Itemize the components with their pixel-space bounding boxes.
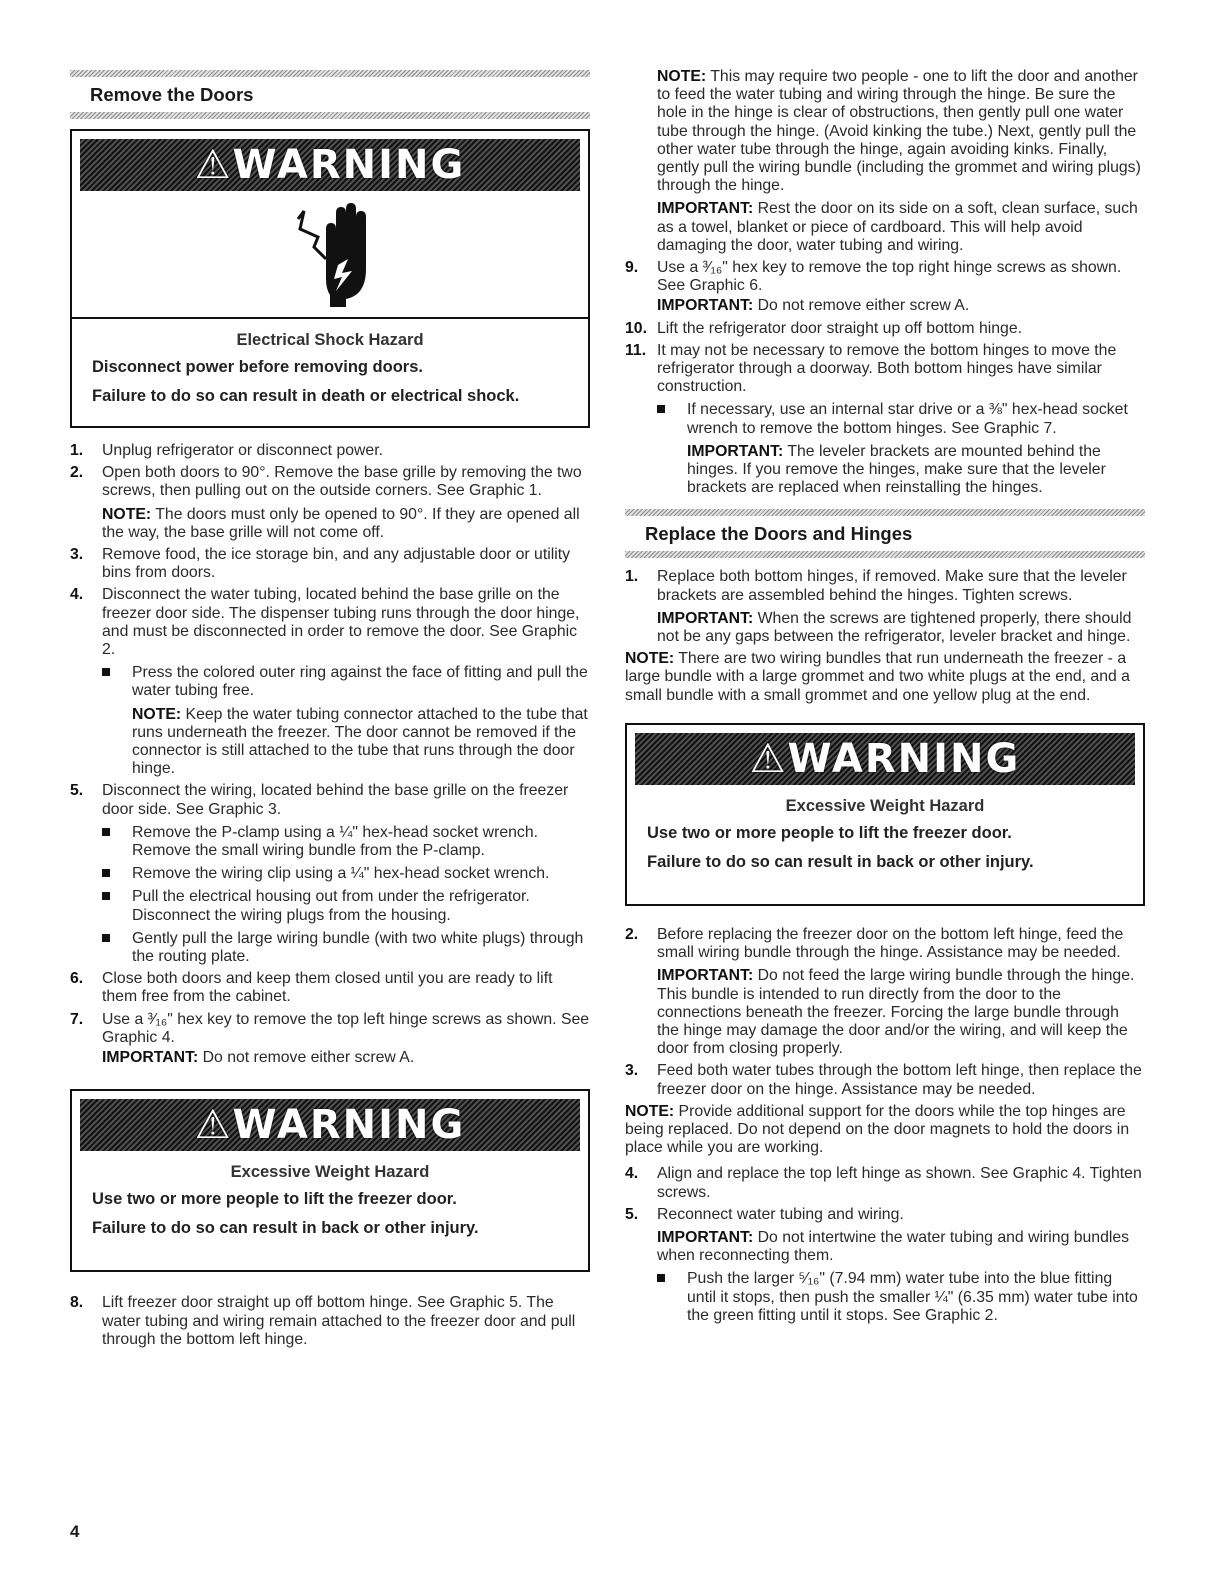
step-text: Lift the refrigerator door straight up off bottom hinge. [657, 319, 1023, 337]
step-text: Reconnect water tubing and wiring. [657, 1205, 904, 1223]
step-text: Disconnect the water tubing, located behind the base grille on the freezer door side. The dispenser tubing runs through the door hinge, and must be disconnected in order to remove the door. See Graphic 2. [102, 586, 580, 659]
step-number: 2. [625, 925, 639, 943]
wiring-note: NOTE: There are two wiring bundles that run underneath the freezer - a large bundle with a large grommet and two white plugs at the end, and a small bundle with a small grommet and one yellow plug at the end. [625, 650, 1130, 704]
step-number: 5. [70, 782, 84, 800]
step-number: 10. [625, 319, 647, 337]
bullet-marker [102, 869, 110, 877]
hazard-name: Excessive Weight Hazard [785, 796, 985, 815]
warning-banner [80, 139, 580, 191]
left-column [70, 70, 590, 1353]
header-rule-bottom [70, 112, 590, 119]
step-text: Lift freezer door straight up off bottom hinge. See Graphic 5. The water tubing and wiring remain attached to the freezer door and pull through the bottom left hinge. [102, 1294, 576, 1348]
step-number: 4. [625, 1165, 639, 1183]
bullet-marker [102, 892, 110, 900]
bullet-note: NOTE: Keep the water tubing connector attached to the tube that runs underneath the freezer. The door cannot be removed if the connector is still attached to the tube that runs through the door hinge. [132, 705, 588, 778]
warning-box-weight [70, 1089, 590, 1272]
step-6 [70, 970, 590, 1006]
bullet-marker [102, 934, 110, 942]
section-title: Replace the Doors and Hinges [645, 523, 913, 545]
hazard-name: Excessive Weight Hazard [230, 1163, 430, 1182]
section-header-replace [625, 509, 1145, 558]
bullet-note: IMPORTANT: The leveler brackets are mounted behind the hinges. If you remove the hinges, make sure that the leveler brackets are replaced when reinstalling the hinges. [687, 442, 1106, 497]
replace-step-1 [625, 568, 1145, 646]
step-8 [70, 1294, 590, 1349]
step-1 [70, 442, 590, 460]
step-text: Close both doors and keep them closed until you are ready to lift them free from the cabinet. [102, 970, 553, 1006]
section-header-remove-doors [70, 70, 590, 119]
replace-step-5 [625, 1206, 1145, 1325]
warning-triangle-icon: ⚠ [749, 735, 788, 782]
bullet-item: If necessary, use an internal star drive or a ⅜" hex-head socket wrench to remove the bottom hinges. See Graphic 7. [657, 401, 1145, 437]
warning-triangle-icon: ⚠ [194, 1102, 233, 1149]
hazard-name: Electrical Shock Hazard [236, 331, 424, 349]
step-text: Disconnect the wiring, located behind the base grille on the freezer door side. See Graphic 3. [102, 782, 569, 818]
bullet-marker [657, 405, 665, 413]
warning-banner [80, 1099, 580, 1151]
warning-body [72, 1151, 588, 1270]
shock-hazard-icon-area [72, 191, 588, 317]
step-note: NOTE: This may require two people - one to lift the door and another to feed the water tubing and wiring through the hinge. Be sure the hole in the hinge is clear of obstructions, then gently pull one water tube through the hinge. (Avoid kinking the tube.) Next, gently pull the other water tube through the hinge, again avoiding kinks. Finally, gently pull the wiring bundle (including the grommet and wiring plugs) through the hinge. [657, 68, 1141, 195]
remove-steps-list-right [625, 259, 1145, 497]
step-9 [625, 259, 1145, 316]
bullet-marker [657, 1274, 665, 1282]
step-7 [70, 1011, 590, 1068]
warning-body [72, 319, 588, 426]
bullet-item: Pull the electrical housing out from under the refrigerator. Disconnect the wiring plugs from the housing. [102, 888, 590, 924]
step-text: Use a ³⁄₁₆" hex key to remove the top left hinge screws as shown. See Graphic 4. [102, 1010, 590, 1046]
remove-steps-list-cont [70, 1294, 590, 1349]
step-2 [70, 464, 590, 542]
step-number: 7. [70, 1010, 84, 1028]
step-number: 3. [625, 1062, 639, 1080]
right-column [625, 68, 1145, 1329]
electrical-shock-hand-icon [290, 199, 370, 309]
warning-instruction: Use two or more people to lift the freezer door. [647, 823, 1012, 842]
step-note: IMPORTANT: Do not feed the large wiring bundle through the hinge. This bundle is intended to run directly from the door to the connections beneath the freezer. Forcing the large bundle through the hinge may damage the door and/or the wiring, and will keep the door from closing properly. [657, 967, 1135, 1058]
bullet-item: Push the larger ⁵⁄₁₆" (7.94 mm) water tube into the blue fitting until it stops, then push the smaller ¼" (6.35 mm) water tube into the green fitting until it stops. See Graphic 2. [657, 1270, 1145, 1325]
step-note: NOTE: The doors must only be opened to 90°. If they are opened all the way, the base grille will not come off. [102, 505, 580, 541]
bullet-marker [102, 828, 110, 836]
step-number: 5. [625, 1205, 639, 1223]
step-note: IMPORTANT: Do not remove either screw A. [102, 1049, 415, 1067]
step-number: 1. [625, 568, 639, 586]
step-number: 2. [70, 464, 84, 482]
replace-steps-list-cont [625, 926, 1145, 1099]
step-11 [625, 342, 1145, 498]
step-text: Unplug refrigerator or disconnect power. [102, 442, 383, 459]
replace-steps-list-end [625, 1165, 1145, 1325]
warning-consequence: Failure to do so can result in back or other injury. [92, 1219, 479, 1238]
step-number: 11. [625, 341, 647, 359]
replace-step-2 [625, 926, 1145, 1058]
replace-step-4 [625, 1165, 1145, 1201]
warning-instruction: Disconnect power before removing doors. [92, 358, 423, 376]
bullet-item: Remove the wiring clip using a ¼" hex-head socket wrench. [102, 865, 590, 883]
bullet-marker [102, 668, 110, 676]
step-text: Before replacing the freezer door on the bottom left hinge, feed the small wiring bundle through the hinge. Assistance may be needed. [657, 925, 1124, 962]
step-3 [70, 546, 590, 582]
step-text: It may not be necessary to remove the bottom hinges to move the refrigerator through a doorway. Both bottom hinges have similar construction. [657, 341, 1117, 396]
warning-box-weight-2 [625, 723, 1145, 906]
header-rule-top [625, 509, 1145, 516]
support-note: NOTE: Provide additional support for the doors while the top hinges are being replaced. Do not depend on the door magnets to hold the doors in place while you are working. [625, 1102, 1130, 1157]
header-rule-bottom [625, 551, 1145, 558]
bullet-item: Press the colored outer ring against the face of fitting and pull the water tubing free. [102, 664, 590, 700]
header-rule-top [70, 70, 590, 77]
step-number: 1. [70, 442, 84, 459]
step-8-continued [625, 68, 1145, 255]
step-number: 4. [70, 586, 84, 604]
warning-title: ⚠WARNING [194, 142, 466, 188]
bullet-item: Remove the P-clamp using a ¼" hex-head socket wrench. Remove the small wiring bundle from the P-clamp. [102, 824, 590, 860]
step-text: Feed both water tubes through the bottom left hinge, then replace the freezer door on the hinge. Assistance may be needed. [657, 1062, 1142, 1098]
step-text: Remove food, the ice storage bin, and any adjustable door or utility bins from doors. [102, 546, 571, 582]
warning-title: ⚠WARNING [749, 735, 1021, 782]
step-note: IMPORTANT: When the screws are tightened properly, there should not be any gaps between the refrigerator, leveler bracket and hinge. [657, 609, 1132, 646]
step-text: Open both doors to 90°. Remove the base grille by removing the two screws, then pulling out on the outside corners. See Graphic 1. [102, 464, 582, 500]
remove-steps-list [70, 442, 590, 1067]
step-10 [625, 320, 1145, 338]
warning-banner [635, 733, 1135, 785]
warning-body [627, 785, 1143, 904]
warning-instruction: Use two or more people to lift the freezer door. [92, 1190, 457, 1209]
warning-consequence: Failure to do so can result in back or other injury. [647, 852, 1034, 871]
step-note: IMPORTANT: Do not remove either screw A. [657, 297, 970, 315]
warning-consequence: Failure to do so can result in death or electrical shock. [92, 387, 520, 405]
page-number: 4 [70, 1522, 80, 1541]
step-text: Use a ³⁄₁₆" hex key to remove the top right hinge screws as shown. See Graphic 6. [657, 259, 1122, 295]
warning-title: ⚠WARNING [194, 1102, 466, 1149]
bullet-item: Gently pull the large wiring bundle (with two white plugs) through the routing plate. [102, 930, 590, 966]
step-important: IMPORTANT: Rest the door on its side on a soft, clean surface, such as a towel, blanket or piece of cardboard. This will help avoid damaging the door, water tubing and wiring. [657, 200, 1138, 254]
section-title: Remove the Doors [90, 84, 254, 105]
step-4 [70, 586, 590, 778]
step-note: IMPORTANT: Do not intertwine the water tubing and wiring bundles when reconnecting them. [657, 1228, 1130, 1265]
replace-steps-list [625, 568, 1145, 646]
step-number: 6. [70, 970, 84, 988]
step-5 [70, 782, 590, 966]
warning-triangle-icon: ⚠ [194, 142, 233, 188]
step-number: 9. [625, 259, 639, 277]
warning-box-electrical [70, 129, 590, 428]
step-text: Replace both bottom hinges, if removed. Make sure that the leveler brackets are assembled behind the hinges. Tighten screws. [657, 568, 1127, 604]
step-text: Align and replace the top left hinge as shown. See Graphic 4. Tighten screws. [657, 1165, 1142, 1201]
step-number: 8. [70, 1294, 84, 1312]
replace-step-3 [625, 1062, 1145, 1098]
step-number: 3. [70, 546, 84, 564]
